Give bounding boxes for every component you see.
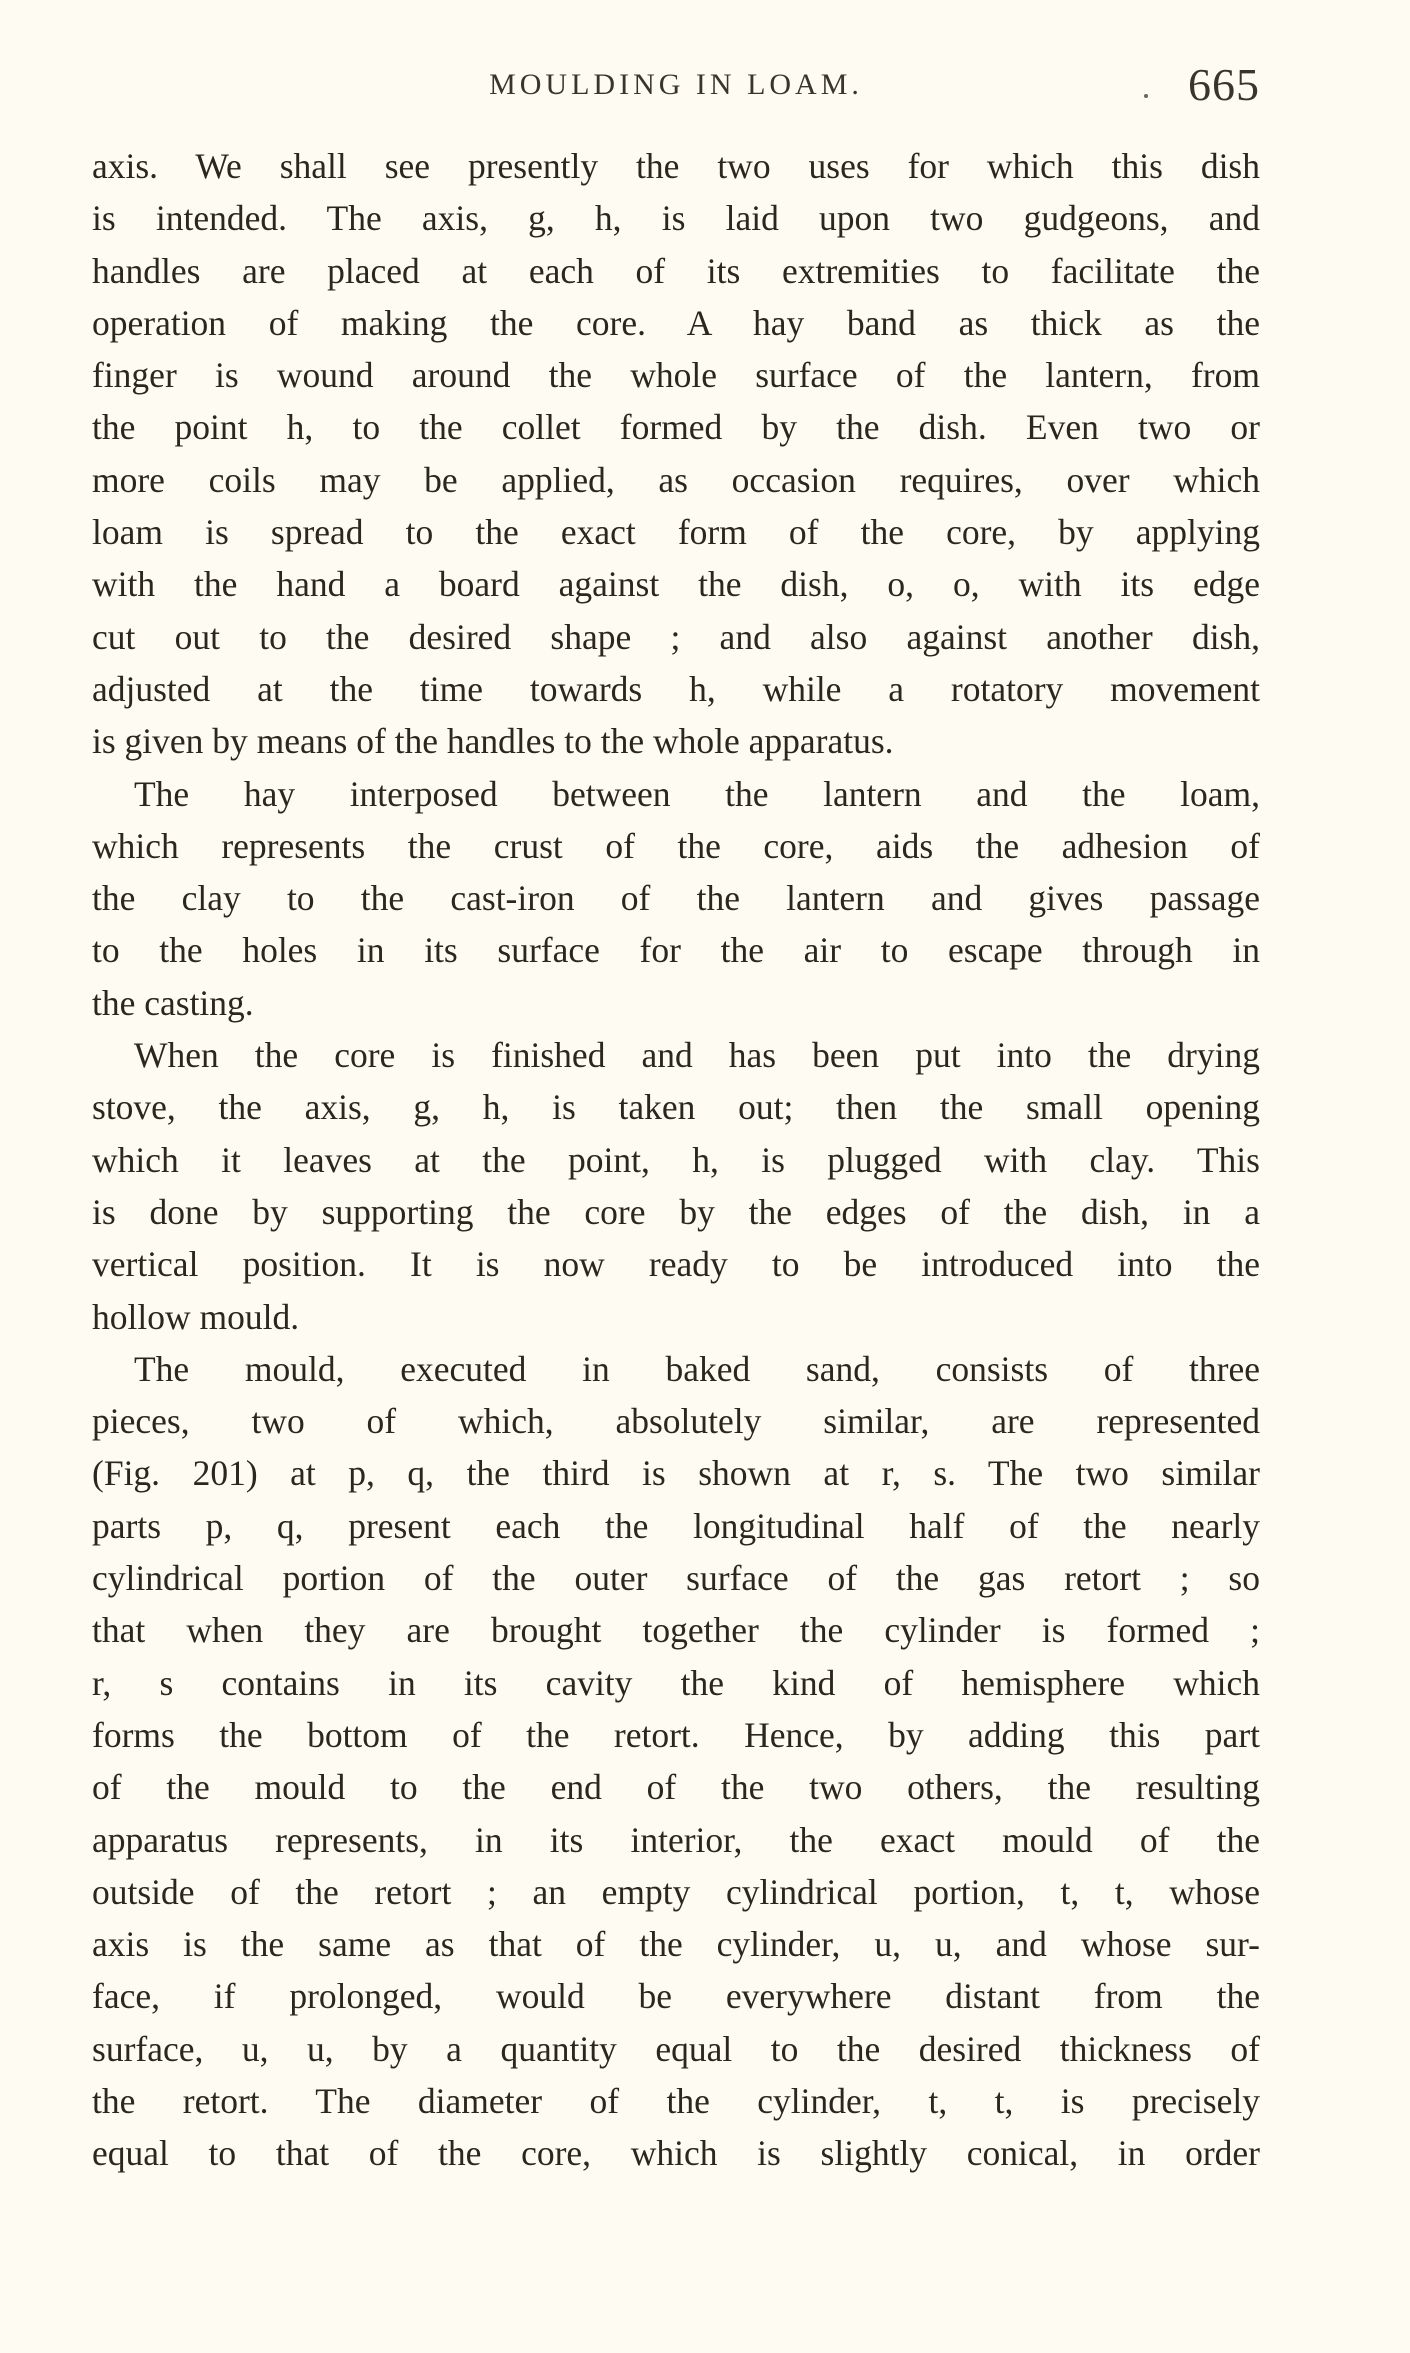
- text-line: finger is wound around the whole surface of the lantern, from: [92, 355, 1260, 396]
- text-line: vertical position. It is now ready to be introduced into the: [92, 1244, 1260, 1285]
- text-line: the retort. The diameter of the cylinder, t, t, is precisely: [92, 2080, 1260, 2121]
- text-line: that when they are brought together the cylinder is formed ;: [92, 1610, 1260, 1651]
- text-line: When the core is finished and has been put into the drying: [134, 1035, 1260, 1076]
- text-line: The mould, executed in baked sand, consists of three: [134, 1348, 1260, 1389]
- text-line: the point h, to the collet formed by the dish. Even two or: [92, 407, 1260, 448]
- text-line: stove, the axis, g, h, is taken out; then the small opening: [92, 1087, 1260, 1128]
- text-line: face, if prolonged, would be everywhere distant from the: [92, 1976, 1260, 2017]
- text-line: parts p, q, present each the longitudinal half of the nearly: [92, 1505, 1260, 1546]
- text-line: r, s contains in its cavity the kind of hemisphere which: [92, 1662, 1260, 1703]
- text-line: apparatus represents, in its interior, the exact mould of the: [92, 1819, 1260, 1860]
- text-line: is done by supporting the core by the edges of the dish, in a: [92, 1191, 1260, 1232]
- text-line: surface, u, u, by a quantity equal to the desired thickness of: [92, 2028, 1260, 2069]
- text-line: is given by means of the handles to the whole apparatus.: [92, 721, 894, 762]
- text-line: the clay to the cast-iron of the lantern and gives passage: [92, 878, 1260, 919]
- running-title: MOULDING IN LOAM.: [489, 68, 863, 101]
- page-number: 665: [1188, 59, 1260, 110]
- text-line: axis. We shall see presently the two uses for which this dish: [92, 146, 1260, 186]
- text-line: of the mould to the end of the two others, the resulting: [92, 1767, 1260, 1808]
- text-line: more coils may be applied, as occasion requires, over which: [92, 459, 1260, 500]
- text-line: handles are placed at each of its extremities to facilitate the: [92, 250, 1260, 291]
- running-head: [92, 58, 1260, 118]
- text-line: which it leaves at the point, h, is plugged with clay. This: [92, 1139, 1260, 1180]
- text-line: pieces, two of which, absolutely similar, are represented: [92, 1401, 1260, 1442]
- text-line: axis is the same as that of the cylinder, u, u, and whose sur-: [92, 1924, 1260, 1965]
- body-text: [92, 140, 1260, 2180]
- text-line: equal to that of the core, which is slightly conical, in order: [92, 2133, 1260, 2174]
- text-line: which represents the crust of the core, aids the adhesion of: [92, 825, 1260, 866]
- text-line: loam is spread to the exact form of the core, by applying: [92, 512, 1260, 553]
- text-line: with the hand a board against the dish, o, o, with its edge: [92, 564, 1260, 605]
- text-line: outside of the retort ; an empty cylindrical portion, t, t, whose: [92, 1871, 1260, 1912]
- text-line: is intended. The axis, g, h, is laid upon two gudgeons, and: [92, 198, 1260, 239]
- text-line: (Fig. 201) at p, q, the third is shown at r, s. The two similar: [92, 1453, 1260, 1494]
- text-line: The hay interposed between the lantern and the loam,: [134, 773, 1260, 814]
- text-line: hollow mould.: [92, 1296, 300, 1337]
- text-line: operation of making the core. A hay band as thick as the: [92, 302, 1260, 343]
- text-line: to the holes in its surface for the air to escape through in: [92, 930, 1260, 971]
- text-line: cut out to the desired shape ; and also against another dish,: [92, 616, 1260, 657]
- text-line: forms the bottom of the retort. Hence, by adding this part: [92, 1714, 1260, 1755]
- text-line: the casting.: [92, 982, 254, 1023]
- text-line: cylindrical portion of the outer surface of the gas retort ; so: [92, 1558, 1260, 1599]
- head-dot: [1144, 94, 1148, 98]
- text-line: adjusted at the time towards h, while a rotatory movement: [92, 668, 1260, 709]
